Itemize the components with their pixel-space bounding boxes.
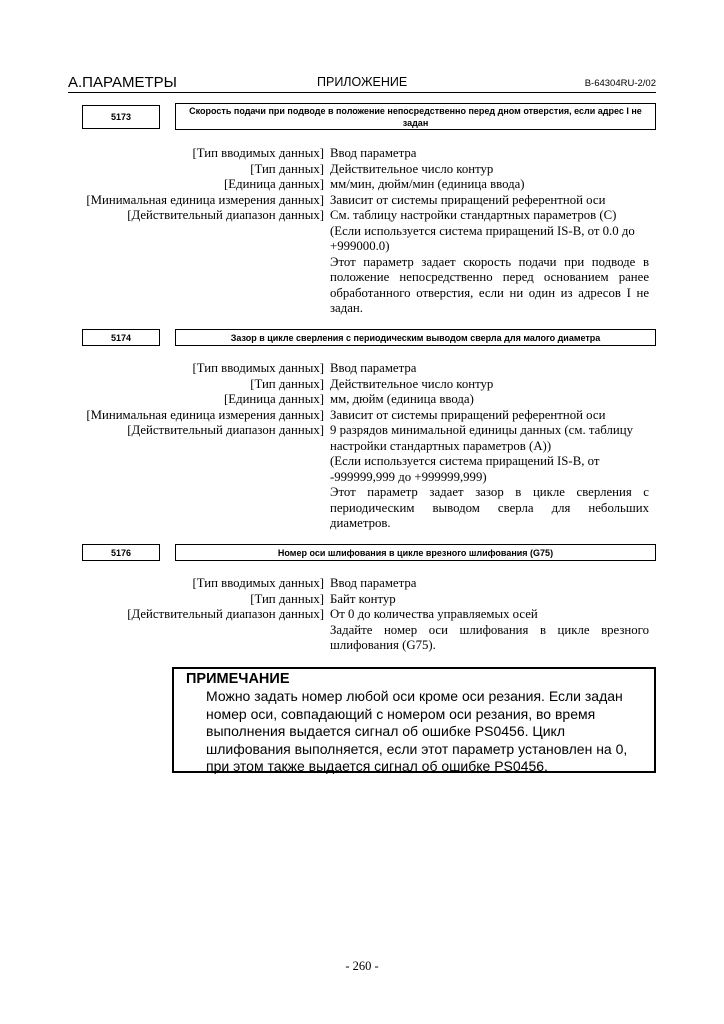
- param-row: [0, 408, 724, 424]
- param-number: 5174: [82, 329, 160, 346]
- row-label: [Тип вводимых данных]: [192, 576, 324, 590]
- row-value: Действительное число контур: [330, 161, 494, 176]
- param-row: [0, 361, 724, 377]
- param-row: [0, 423, 724, 454]
- note-text: Можно задать номер любой оси кроме оси резания. Если задан номер оси, совпадающий с номером оси резания, во время выполнения выдается сигнал об ошибке PS0456. Цикл шлифования выполняется, если этот параметр установлен на 0, при этом также выдается сигнал об ошибке PS0456.: [206, 688, 628, 774]
- param-rows: [0, 576, 724, 654]
- param-description: Этот параметр задает скорость подачи при подводе в положение непосредственно перед основанием ранее обработанного отверстия, если ни один из адресов I не задан.: [330, 254, 649, 315]
- row-value: 9 разрядов минимальной единицы данных (см. таблицу настройки стандартных параметров (A)): [330, 423, 633, 453]
- param-note: (Если используется система приращений IS-B, от -999999,999 до +999999,999): [330, 454, 600, 484]
- row-value: Ввод параметра: [330, 146, 417, 160]
- header-doc-code: B-64304RU-2/02: [584, 78, 656, 89]
- page-header: [68, 74, 656, 93]
- row-label: [Тип вводимых данных]: [192, 146, 324, 160]
- param-row: [0, 485, 724, 532]
- row-value: мм/мин, дюйм/мин (единица ввода): [330, 177, 525, 191]
- note-box: [172, 667, 656, 773]
- row-label: [Тип данных]: [250, 591, 324, 606]
- param-row: [0, 177, 724, 193]
- row-label: [Действительный диапазон данных]: [127, 208, 324, 222]
- row-value: Действительное число контур: [330, 376, 494, 391]
- param-row: [0, 146, 724, 162]
- param-title: Зазор в цикле сверления с периодическим выводом сверла для малого диаметра: [175, 329, 656, 346]
- row-label: [Единица данных]: [223, 392, 324, 406]
- row-value: См. таблицу настройки стандартных параметров (C): [330, 208, 617, 222]
- param-description: Задайте номер оси шлифования в цикле врезного шлифования (G75).: [330, 622, 649, 652]
- param-title: Скорость подачи при подводе в положение непосредственно перед дном отверстия, если адрес I не задан: [175, 103, 656, 130]
- row-value: Ввод параметра: [330, 361, 417, 375]
- row-value: Байт контур: [330, 591, 396, 606]
- row-label: [Действительный диапазон данных]: [127, 423, 324, 437]
- row-label: [Минимальная единица измерения данных]: [86, 407, 324, 422]
- param-row: [0, 392, 724, 408]
- row-label: [Минимальная единица измерения данных]: [86, 192, 324, 207]
- page-number: - 260 -: [345, 959, 379, 973]
- param-row: [0, 623, 724, 654]
- row-label: [Тип данных]: [250, 161, 324, 176]
- param-row: [0, 607, 724, 623]
- param-rows: [0, 361, 724, 532]
- param-row: [0, 576, 724, 592]
- param-description: Этот параметр задает зазор в цикле сверления с периодическим выводом сверла для небольших диаметров.: [330, 485, 649, 530]
- param-row: [0, 377, 724, 393]
- param-row: [0, 454, 724, 485]
- param-row: [0, 592, 724, 608]
- row-label: [Тип вводимых данных]: [192, 361, 324, 375]
- param-row: [0, 162, 724, 178]
- param-row: [0, 255, 724, 317]
- row-label: [Действительный диапазон данных]: [127, 607, 324, 621]
- note-title: ПРИМЕЧАНИЕ: [186, 671, 290, 687]
- header-appendix: ПРИЛОЖЕНИЕ: [317, 75, 408, 89]
- header-section: А.ПАРАМЕТРЫ: [68, 74, 177, 91]
- row-value: Ввод параметра: [330, 576, 417, 590]
- row-value: мм, дюйм (единица ввода): [330, 392, 474, 406]
- param-number: 5173: [82, 105, 160, 129]
- row-value: Зависит от системы приращений референтной оси: [330, 192, 606, 207]
- param-row: [0, 208, 724, 224]
- row-label: [Тип данных]: [250, 376, 324, 391]
- param-row: [0, 224, 724, 255]
- param-number: 5176: [82, 544, 160, 561]
- param-row: [0, 193, 724, 209]
- param-note: (Если используется система приращений IS-B, от 0.0 до +999000.0): [330, 223, 635, 253]
- row-value: От 0 до количества управляемых осей: [330, 607, 538, 621]
- param-rows: [0, 146, 724, 317]
- param-title: Номер оси шлифования в цикле врезного шлифования (G75): [175, 544, 656, 561]
- row-value: Зависит от системы приращений референтной оси: [330, 407, 606, 422]
- row-label: [Единица данных]: [223, 177, 324, 191]
